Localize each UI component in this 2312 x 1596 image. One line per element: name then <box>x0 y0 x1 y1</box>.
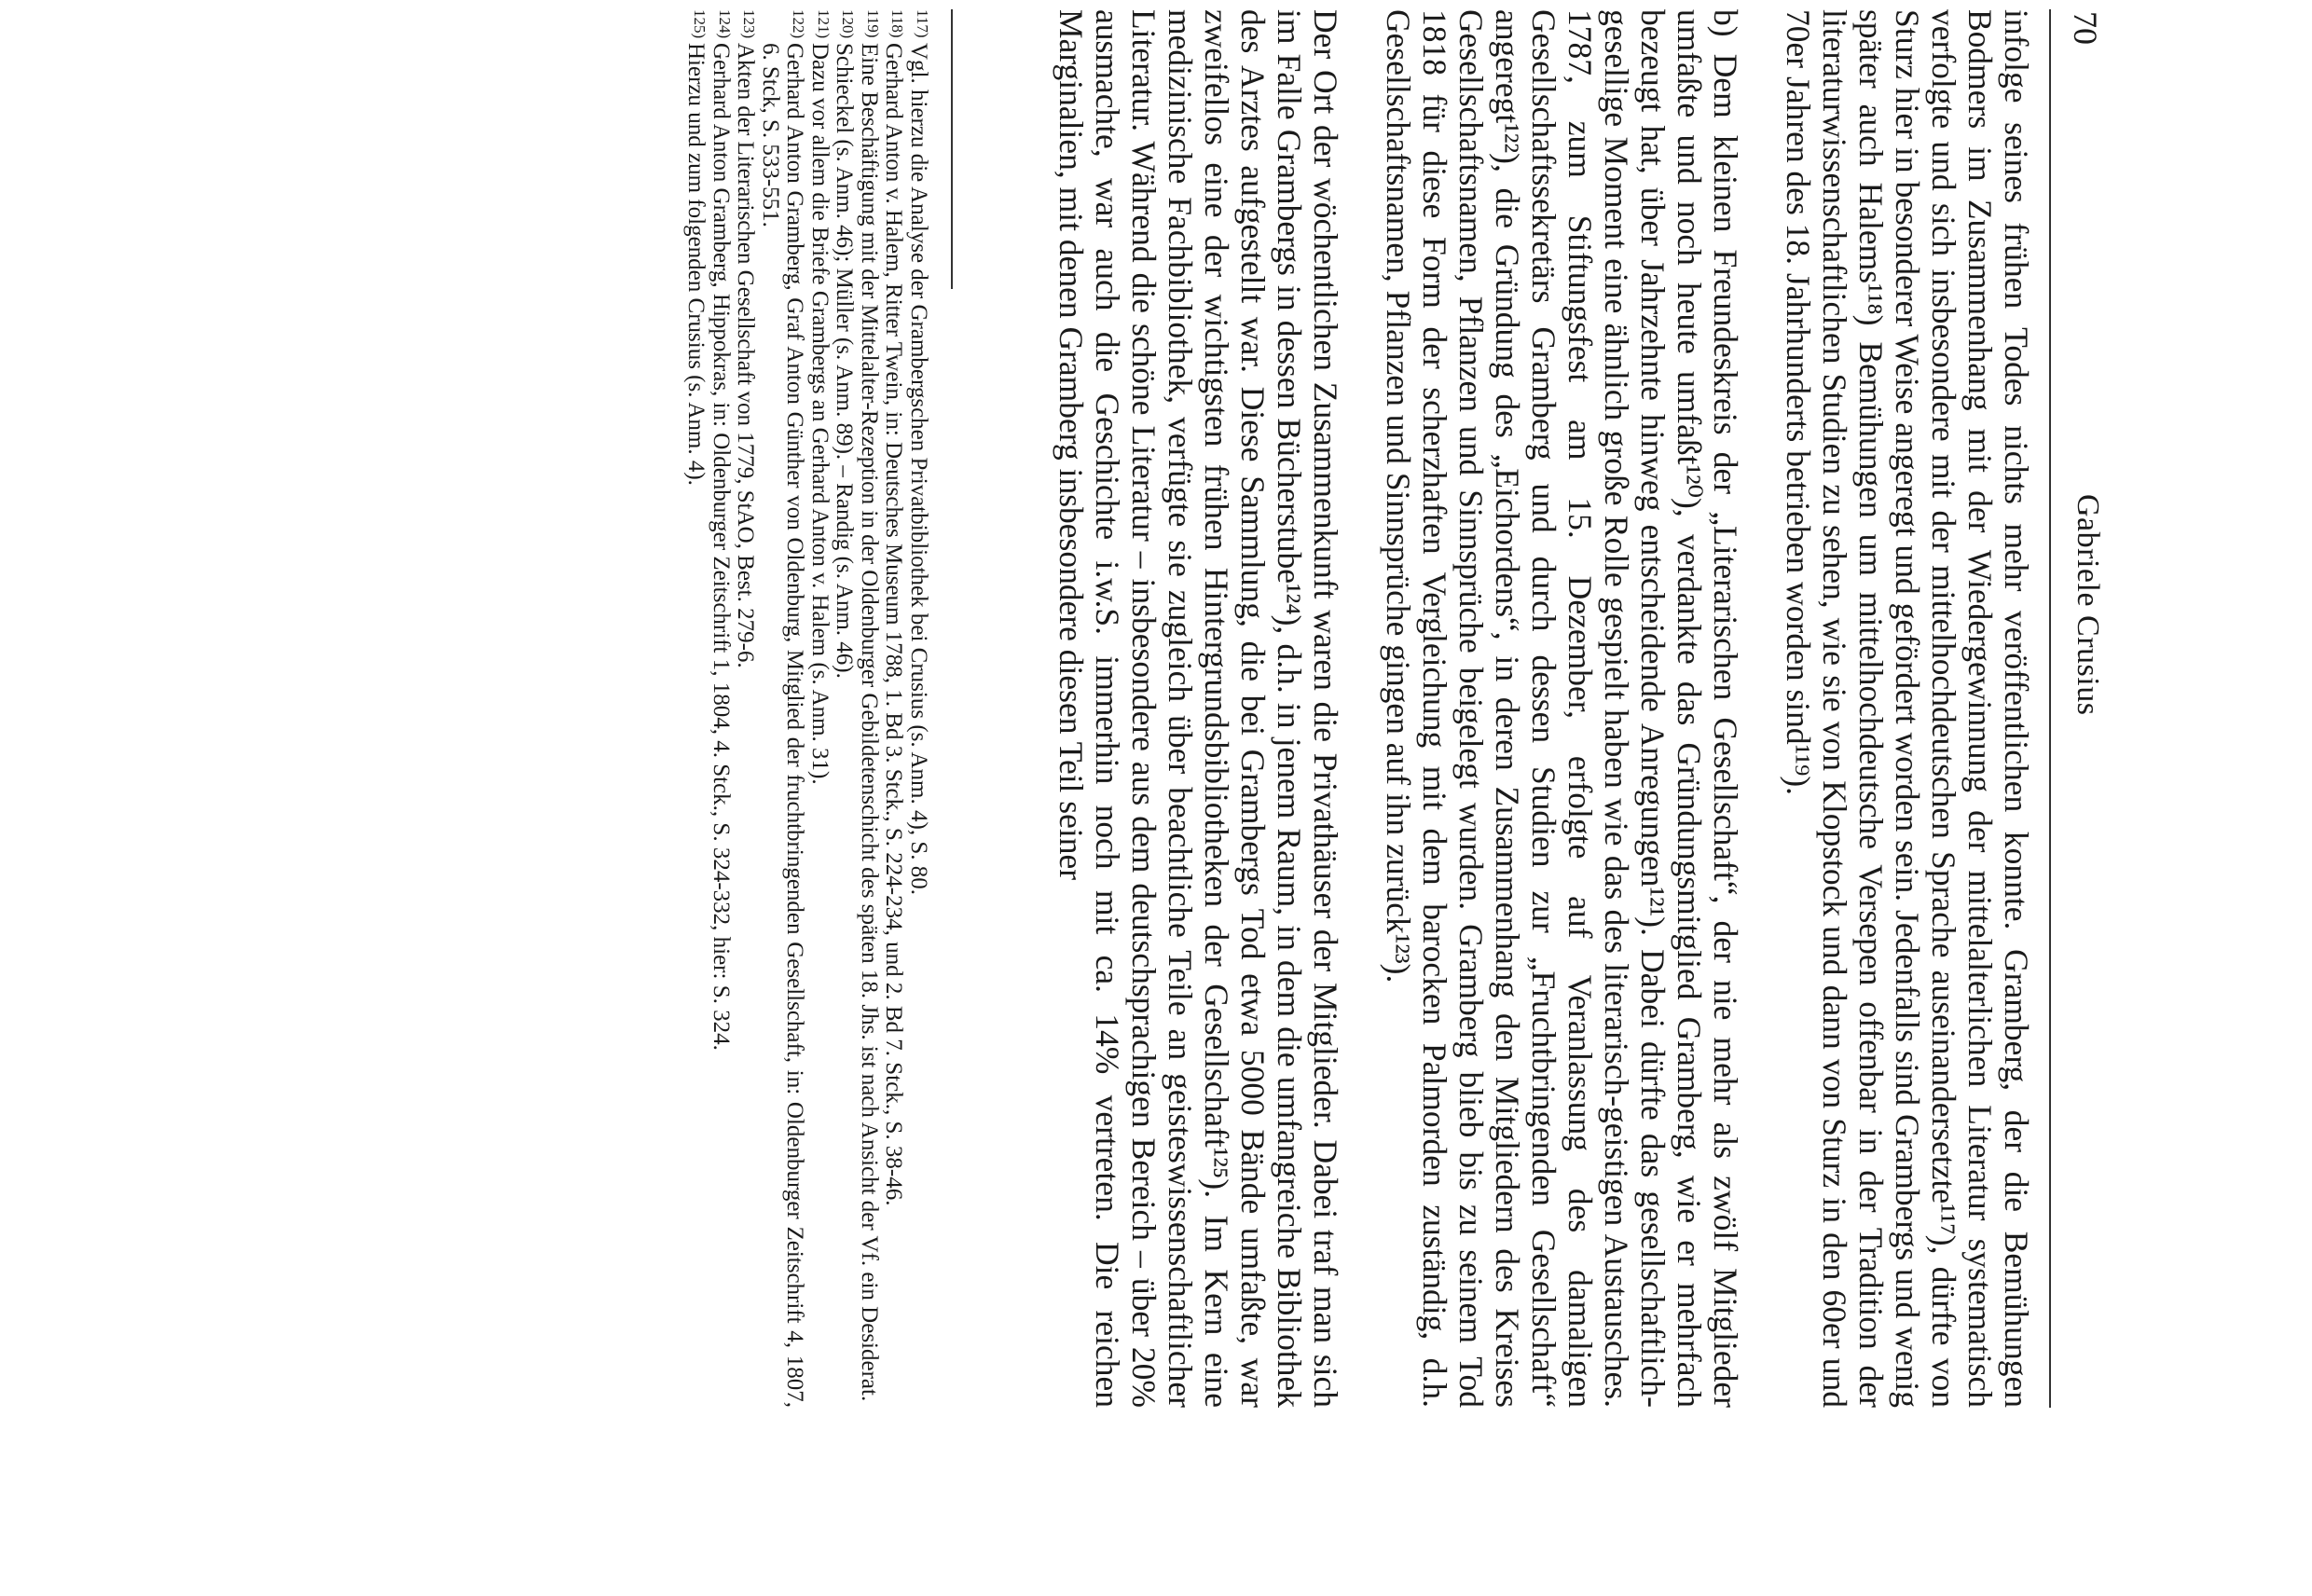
footnote-120 <box>832 9 857 1408</box>
footnote-number: 124) <box>716 9 734 39</box>
paragraph-2: b) Dem kleinen Freundeskreis der „Literarischen Gesellschaft“, der nie mehr als zwölf Mitglieder umfaßte und noch heute umfaßt¹²⁰), verdankte das Gründungsmitglied Gramberg, wie er mehrfach bezeugt hat, über Jahrzehnte hinweg entscheidende Anregungen¹²¹). Dabei dürfte das gesellschaftlich-gesellige Moment eine ähnlich große Rolle gespielt haben wie das des literarisch-geistigen Austausches. 1787, zum Stiftungsfest am 15. Dezember, erfolgte auf Veranlassung des damaligen Gesellschaftssekretärs Gramberg und durch dessen Studien zur „Fruchtbringenden Gesellschaft“ angeregt¹²²), die Gründung des „Eichordens“, in deren Zusammenhang den Mitgliedern des Kreises Gesellschaftsnamen, Pflanzen und Sinnsprüche beigelegt wurden. Gramberg blieb bis zu seinem Tod 1818 für diese Form der scherzhaften Vergleichung mit dem barocken Palmorden zuständig, d.h. Gesellschaftsnamen, Pflanzen und Sinnsprüche gingen auf ihn zurück¹²³). <box>1380 9 1744 1408</box>
footnote-117 <box>906 9 931 1408</box>
footnote-text: Gerhard Anton Gramberg, Hippokras, in: Oldenburger Zeitschrift 1, 1804, 4. Stck., S. 324-332, hier: S. 324. <box>709 43 734 1051</box>
footnote-number: 118) <box>888 9 907 38</box>
footnote-number: 121) <box>815 9 833 39</box>
footnote-text: Gerhard Anton v. Halem, Ritter Twein, in: Deutsches Museum 1788, 1. Bd 3. Stck., S. 224-234, und 2. Bd 7. Stck., S. 38-46. <box>881 43 907 1206</box>
footnote-text: Akten der Literarischen Gesellschaft von 1779, StAO, Best. 279-6. <box>733 43 759 668</box>
footnote-125 <box>683 9 709 1408</box>
footnote-119 <box>857 9 882 1408</box>
footnote-122 <box>758 9 807 1408</box>
footnote-number: 122) <box>790 9 808 39</box>
footnote-text: Schieckel (s. Anm. 46); Müller (s. Anm. 89). – Randig (s. Anm. 46). <box>832 43 858 679</box>
footnotes <box>683 9 930 1408</box>
footnote-121 <box>807 9 833 1408</box>
footnote-text: Eine Beschäftigung mit der Mittelalter-Rezeption in der Oldenburger Gebildetenschicht des späten 18. Jhs. ist nach Ansicht der Vf. ein Desiderat. <box>857 43 882 1402</box>
footnote-number: 125) <box>691 9 709 39</box>
footnote-text: Dazu vor allem die Briefe Grambergs an Gerhard Anton v. Halem (s. Anm. 31). <box>807 43 833 785</box>
rotated-book-page <box>242 9 2107 1408</box>
footnote-text: Hierzu und zum folgenden Crusius (s. Anm. 4). <box>683 43 709 486</box>
footnote-123 <box>733 9 758 1408</box>
page-header <box>2051 9 2107 1408</box>
footnote-number: 123) <box>740 9 759 39</box>
footnote-118 <box>881 9 906 1408</box>
footnote-rule <box>951 9 953 289</box>
footnote-number: 120) <box>839 9 858 39</box>
running-head: Gabriele Crusius <box>2071 494 2105 716</box>
footnote-number: 119) <box>864 9 882 38</box>
footnote-124 <box>709 9 734 1408</box>
body-text <box>1053 9 2034 1408</box>
footnote-text: Vgl. hierzu die Analyse der Grambergschen Privatbibliothek bei Crusius (s. Anm. 4), S. 80. <box>906 43 931 895</box>
footnote-number: 117) <box>914 9 931 38</box>
paragraph-3: Der Ort der wöchentlichen Zusammenkunft waren die Privathäuser der Mitglieder. Dabei traf man sich im Falle Grambergs in dessen Bücherstube¹²⁴), d.h. in jenem Raum, in dem die umfangreiche Bibliothek des Arztes aufgestellt war. Diese Sammlung, die bei Grambergs Tod etwa 5000 Bände umfaßte, war zweifellos eine der wichtigsten frühen Hintergrundsbibliotheken der Gesellschaft¹²⁵). Im Kern eine medizinische Fachbibliothek, verfügte sie zugleich über beachtliche Teile an geisteswissenschaftlicher Literatur. Während die schöne Literatur – insbesondere aus dem deutschsprachigen Bereich – über 20% ausmachte, war auch die Geschichte i.w.S. immerhin noch mit ca. 14% vertreten. Die reichen Marginalien, mit denen Gramberg insbesondere diesen Teil seiner <box>1053 9 1344 1408</box>
page-number: 70 <box>2067 11 2104 45</box>
paragraph-1: infolge seines frühen Todes nichts mehr veröffentlichen konnte. Gramberg, der die Bemühungen Bodmers im Zusammenhang mit der Wiedergewinnung der mittelalterlichen Literatur systematisch verfolgte und sich insbesondere mit der mittelhochdeutschen Sprache auseinandersetzte¹¹⁷), dürfte von Sturz hier in besonderer Weise angeregt und gefördert worden sein. Jedenfalls sind Grambergs und wenig später auch Halems¹¹⁸) Bemühungen um mittelhochdeutsche Versepen offenbar in der Tradition der literaturwissenschaftlichen Studien zu sehen, wie sie von Klopstock und dann von Sturz in den 60er und 70er Jahren des 18. Jahrhunderts betrieben worden sind¹¹⁹). <box>1780 9 2035 1408</box>
footnote-text: Gerhard Anton Gramberg, Graf Anton Günther von Oldenburg, Mitglied der fruchtbringenden Gesellschaft, in: Oldenburger Zeitschrift 4, 1807, 6. Stck, S. 533-551. <box>758 43 808 1408</box>
header-rule <box>2049 9 2051 1408</box>
